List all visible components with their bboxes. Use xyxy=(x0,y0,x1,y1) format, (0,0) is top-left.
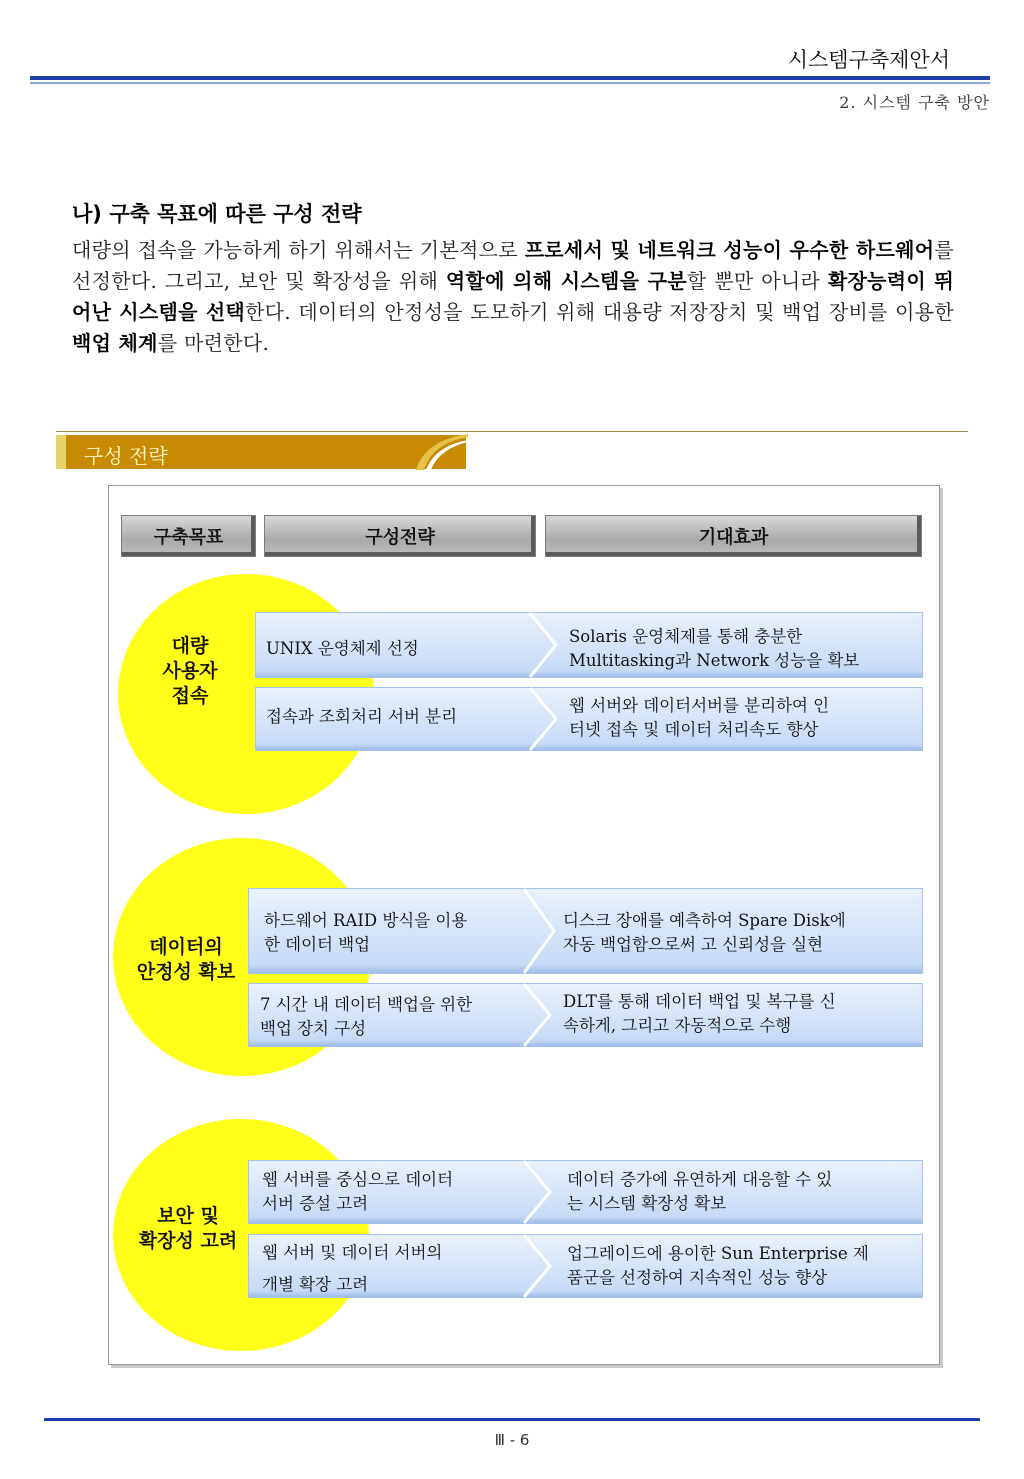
strategy-line: 서버 증설 고려 xyxy=(262,1194,369,1213)
strategy-line: 7 시간 내 데이터 백업을 위한 xyxy=(260,995,473,1014)
goal-label-line: 안정성 확보 xyxy=(136,961,236,983)
effect-line: 속하게, 그리고 자동적으로 수행 xyxy=(563,1016,792,1035)
column-header-effect: 기대효과 xyxy=(545,515,922,557)
effect-line: DLT를 통해 데이터 백업 및 복구를 신 xyxy=(563,992,836,1011)
effect-text xyxy=(569,694,829,742)
para-run-bold: 프로세서 및 네트워크 성능이 우수한 하드웨어 xyxy=(524,238,935,262)
effect-line: 품군을 선정하여 지속적인 성능 향상 xyxy=(567,1268,828,1287)
strategy-title: 구성 전략 xyxy=(84,444,168,468)
effect-line: 터넷 접속 및 데이터 처리속도 향상 xyxy=(569,720,819,739)
column-header-strategy: 구성전략 xyxy=(264,515,536,557)
effect-line: 업그레이드에 용이한 Sun Enterprise 제 xyxy=(567,1244,869,1263)
strategy-text xyxy=(266,637,419,661)
footer-rule xyxy=(44,1418,980,1421)
goal-label xyxy=(126,1204,250,1254)
goal-label-line: 확장성 고려 xyxy=(138,1230,238,1252)
chevron-right-icon xyxy=(522,1234,552,1298)
column-header-goal: 구축목표 xyxy=(121,515,256,557)
strategy-line: 개별 확장 고려 xyxy=(262,1275,369,1294)
header-rule xyxy=(30,76,990,80)
strategy-line: UNIX 운영체제 선정 xyxy=(266,639,419,658)
effect-text xyxy=(563,909,846,957)
goal-label-line: 데이터의 xyxy=(149,936,223,958)
effect-line: Solaris 운영체제를 통해 충분한 xyxy=(569,627,803,646)
strategy-text xyxy=(266,705,457,729)
chapter-subtitle: 2. 시스템 구축 방안 xyxy=(839,93,990,112)
chevron-right-icon xyxy=(528,687,558,751)
strategy-line: 웹 서버 및 데이터 서버의 xyxy=(262,1243,443,1262)
goal-label xyxy=(126,935,246,985)
effect-line: 자동 백업함으로써 고 신뢰성을 실현 xyxy=(563,935,824,954)
effect-line: 웹 서버와 데이터서버를 분리하여 인 xyxy=(569,696,830,715)
chevron-right-icon xyxy=(528,612,558,678)
effect-text xyxy=(567,1242,869,1290)
strategy-line: 하드웨어 RAID 방식을 이용 xyxy=(264,911,468,930)
goal-label-line: 사용자 xyxy=(162,660,218,682)
strategy-text xyxy=(264,909,467,957)
strategy-line: 한 데이터 백업 xyxy=(264,935,371,954)
effect-text xyxy=(569,625,859,673)
goal-label-line: 보안 및 xyxy=(157,1205,219,1227)
para-run: 할 뿐만 아니라 xyxy=(686,269,828,293)
para-run-bold: 역할에 의해 시스템을 구분 xyxy=(445,269,687,293)
goal-label xyxy=(140,634,240,709)
page-number: Ⅲ - 6 xyxy=(494,1431,530,1449)
effect-line: 데이터 증가에 유연하게 대응할 수 있 xyxy=(567,1170,833,1189)
header-rule-thin xyxy=(30,82,990,84)
para-run: 한다. 데이터의 안정성을 도모하기 위해 대용량 저장장치 및 백업 장비를 이용한 xyxy=(245,300,954,324)
effect-line: 는 시스템 확장성 확보 xyxy=(567,1194,727,1213)
effect-line: Multitasking과 Network 성능을 확보 xyxy=(569,651,860,670)
para-run: 를 마련한다. xyxy=(157,331,270,355)
swoosh-decoration-icon xyxy=(400,432,470,472)
chevron-right-icon xyxy=(522,1160,552,1224)
strategy-text xyxy=(262,1237,442,1301)
strategy-bar-edge xyxy=(56,435,66,469)
strategy-bar-rule xyxy=(56,431,968,432)
chevron-right-icon xyxy=(522,983,552,1047)
goal-label-line: 대량 xyxy=(171,635,209,657)
chevron-right-icon xyxy=(522,888,556,974)
effect-line: 디스크 장애를 예측하여 Spare Disk에 xyxy=(563,911,846,930)
goal-label-line: 접속 xyxy=(171,685,209,707)
para-run: 를 선정한다. 그리고, 보안 및 확장성을 위해 xyxy=(72,238,955,293)
document-title: 시스템구축제안서 xyxy=(787,48,950,72)
para-run: 대량의 접속을 가능하게 하기 위해서는 기본적으로 xyxy=(72,238,525,262)
strategy-line: 백업 장치 구성 xyxy=(260,1019,367,1038)
para-run-bold: 확장능력이 뛰어난 시스템을 선택 xyxy=(72,269,955,324)
effect-text xyxy=(563,990,836,1038)
para-run-bold: 백업 체계 xyxy=(72,331,158,355)
section-heading: 나) 구축 목표에 따른 구성 전략 xyxy=(72,202,362,226)
strategy-text xyxy=(260,993,472,1041)
effect-text xyxy=(567,1168,832,1216)
body-paragraph xyxy=(72,235,954,359)
strategy-text xyxy=(262,1168,453,1216)
strategy-line: 접속과 조회처리 서버 분리 xyxy=(266,707,458,726)
strategy-line: 웹 서버를 중심으로 데이터 xyxy=(262,1170,454,1189)
